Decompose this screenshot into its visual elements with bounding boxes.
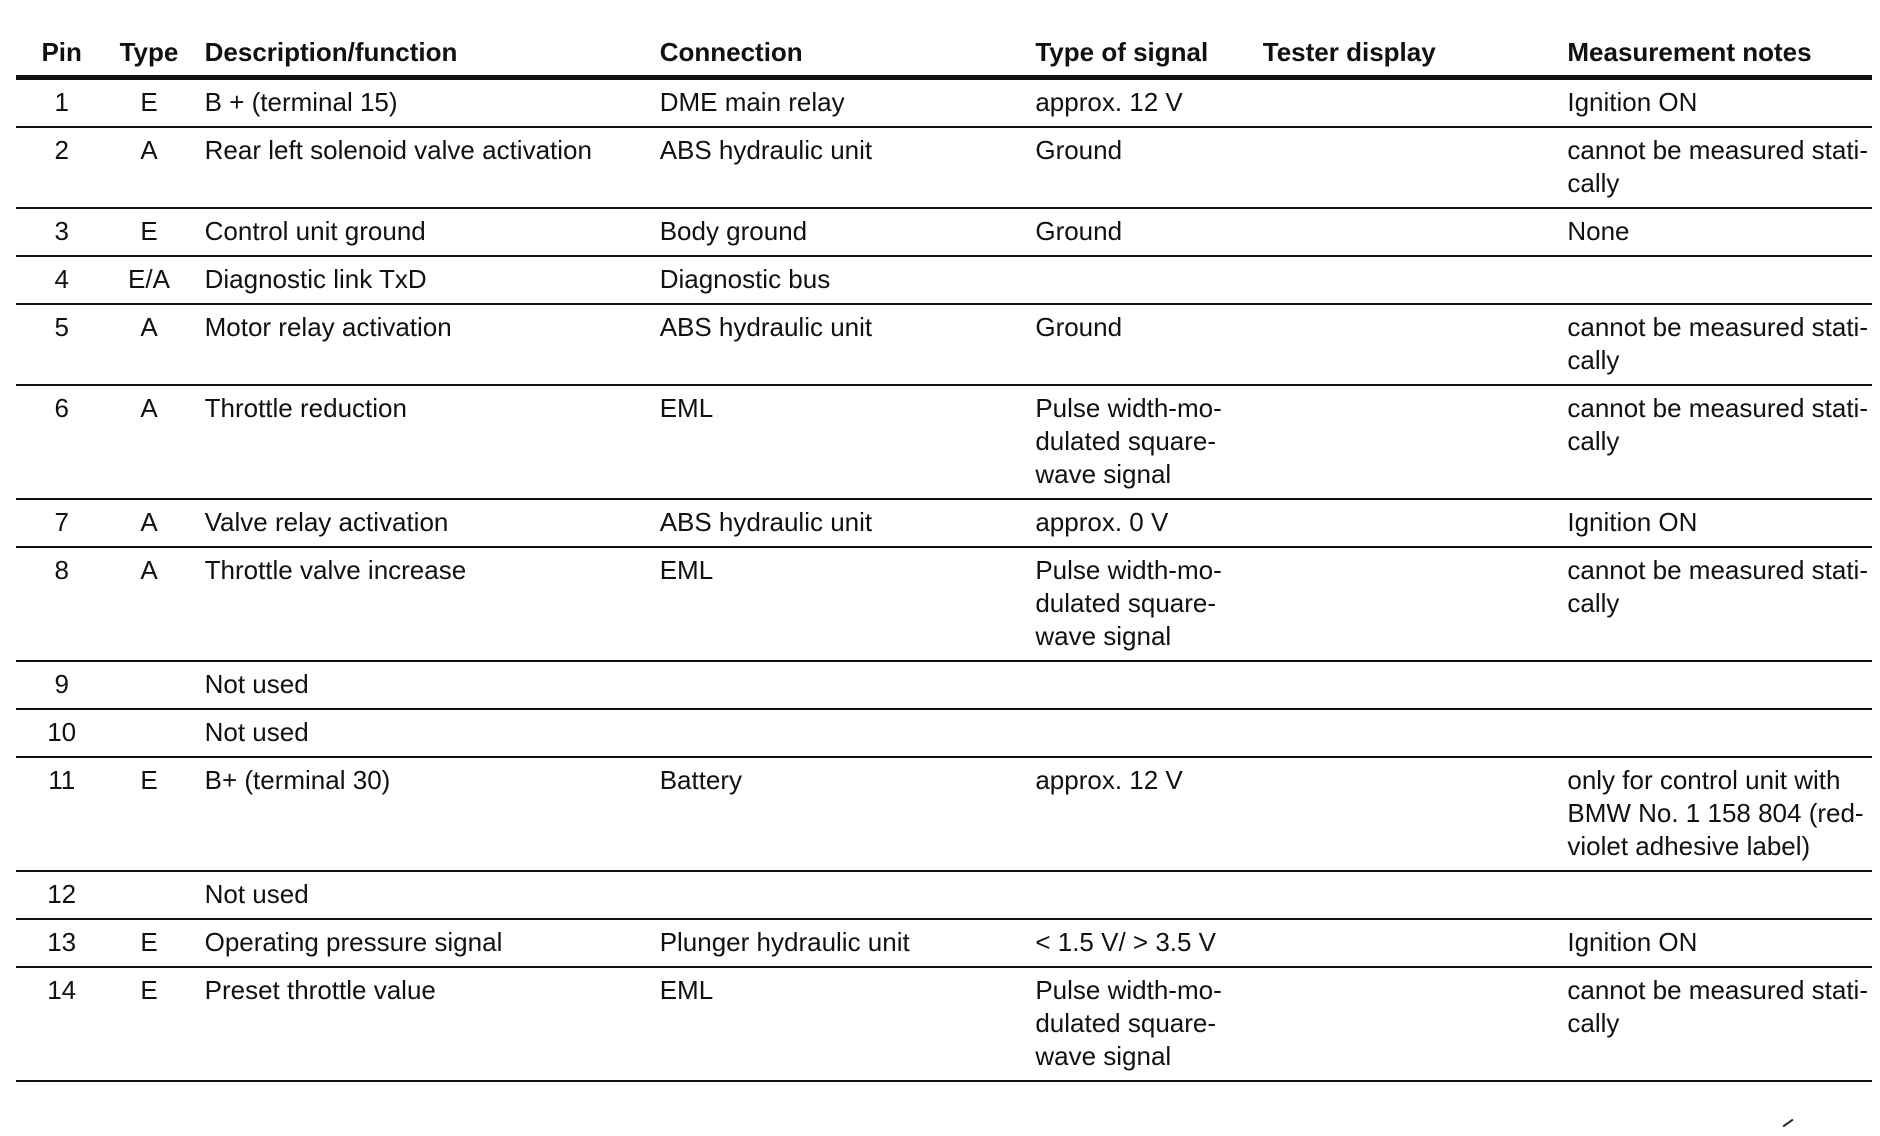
pin-cell: 6 bbox=[16, 385, 107, 499]
header-signal-type: Type of signal bbox=[1035, 30, 1262, 78]
pin-cell: 4 bbox=[16, 256, 107, 304]
header-tester-display: Tester display bbox=[1263, 30, 1568, 78]
signal-type-cell: approx. 0 V bbox=[1035, 499, 1262, 547]
table-row bbox=[16, 871, 1872, 919]
connection-cell bbox=[660, 871, 1036, 919]
measurement-notes-cell: only for control unit with BMW No. 1 158 804 (red-violet adhesive label) bbox=[1567, 757, 1872, 871]
measurement-notes-cell bbox=[1567, 661, 1872, 709]
measurement-notes-cell: Ignition ON bbox=[1567, 499, 1872, 547]
type-cell: E bbox=[107, 78, 190, 128]
stray-pen-mark bbox=[1783, 1119, 1794, 1128]
table-row bbox=[16, 385, 1872, 499]
type-cell: A bbox=[107, 385, 190, 499]
pin-cell: 13 bbox=[16, 919, 107, 967]
connection-cell: ABS hydraulic unit bbox=[660, 127, 1036, 208]
description-cell: Not used bbox=[191, 709, 660, 757]
description-cell: Rear left solenoid valve activation bbox=[191, 127, 660, 208]
measurement-notes-cell bbox=[1567, 709, 1872, 757]
type-cell bbox=[107, 661, 190, 709]
signal-type-cell: Ground bbox=[1035, 127, 1262, 208]
measurement-notes-cell: None bbox=[1567, 208, 1872, 256]
measurement-notes-cell bbox=[1567, 871, 1872, 919]
tester-display-cell bbox=[1263, 304, 1568, 385]
type-cell: E bbox=[107, 967, 190, 1081]
table-row bbox=[16, 757, 1872, 871]
type-cell: E bbox=[107, 757, 190, 871]
table-row bbox=[16, 304, 1872, 385]
connection-cell bbox=[660, 709, 1036, 757]
table-row bbox=[16, 709, 1872, 757]
type-cell: E bbox=[107, 919, 190, 967]
tester-display-cell bbox=[1263, 709, 1568, 757]
table-row bbox=[16, 127, 1872, 208]
type-cell: A bbox=[107, 499, 190, 547]
tester-display-cell bbox=[1263, 127, 1568, 208]
connection-cell: ABS hydraulic unit bbox=[660, 304, 1036, 385]
tester-display-cell bbox=[1263, 661, 1568, 709]
description-cell: B + (terminal 15) bbox=[191, 78, 660, 128]
table-row bbox=[16, 547, 1872, 661]
signal-type-cell: Ground bbox=[1035, 304, 1262, 385]
description-cell: Diagnostic link TxD bbox=[191, 256, 660, 304]
pin-cell: 11 bbox=[16, 757, 107, 871]
description-cell: Operating pressure signal bbox=[191, 919, 660, 967]
connection-cell: DME main relay bbox=[660, 78, 1036, 128]
description-cell: Preset throttle value bbox=[191, 967, 660, 1081]
description-cell: Not used bbox=[191, 661, 660, 709]
description-cell: Throttle reduction bbox=[191, 385, 660, 499]
signal-type-cell: Pulse width-mo-dulated square-wave signal bbox=[1035, 967, 1262, 1081]
signal-type-cell: Ground bbox=[1035, 208, 1262, 256]
connection-cell: EML bbox=[660, 547, 1036, 661]
tester-display-cell bbox=[1263, 757, 1568, 871]
type-cell: A bbox=[107, 127, 190, 208]
tester-display-cell bbox=[1263, 385, 1568, 499]
type-cell: A bbox=[107, 547, 190, 661]
header-connection: Connection bbox=[660, 30, 1036, 78]
pin-assignment-page bbox=[16, 30, 1872, 1082]
tester-display-cell bbox=[1263, 256, 1568, 304]
tester-display-cell bbox=[1263, 499, 1568, 547]
signal-type-cell bbox=[1035, 661, 1262, 709]
pin-cell: 5 bbox=[16, 304, 107, 385]
header-type: Type bbox=[107, 30, 190, 78]
description-cell: Motor relay activation bbox=[191, 304, 660, 385]
type-cell bbox=[107, 709, 190, 757]
description-cell: B+ (terminal 30) bbox=[191, 757, 660, 871]
measurement-notes-cell: cannot be measured stati-cally bbox=[1567, 304, 1872, 385]
header-row bbox=[16, 30, 1872, 78]
measurement-notes-cell: cannot be measured stati-cally bbox=[1567, 127, 1872, 208]
pin-cell: 3 bbox=[16, 208, 107, 256]
measurement-notes-cell: cannot be measured stati-cally bbox=[1567, 385, 1872, 499]
connection-cell: EML bbox=[660, 967, 1036, 1081]
header-description: Description/function bbox=[191, 30, 660, 78]
table-row bbox=[16, 208, 1872, 256]
connection-cell: ABS hydraulic unit bbox=[660, 499, 1036, 547]
signal-type-cell bbox=[1035, 709, 1262, 757]
table-row bbox=[16, 78, 1872, 128]
table-row bbox=[16, 499, 1872, 547]
connection-cell: Body ground bbox=[660, 208, 1036, 256]
pin-cell: 10 bbox=[16, 709, 107, 757]
connection-cell: Diagnostic bus bbox=[660, 256, 1036, 304]
table-row bbox=[16, 256, 1872, 304]
connection-cell bbox=[660, 661, 1036, 709]
description-cell: Not used bbox=[191, 871, 660, 919]
pin-cell: 7 bbox=[16, 499, 107, 547]
connection-cell: Battery bbox=[660, 757, 1036, 871]
signal-type-cell bbox=[1035, 871, 1262, 919]
description-cell: Throttle valve increase bbox=[191, 547, 660, 661]
signal-type-cell: < 1.5 V/ > 3.5 V bbox=[1035, 919, 1262, 967]
measurement-notes-cell bbox=[1567, 256, 1872, 304]
table-header bbox=[16, 30, 1872, 78]
connection-cell: Plunger hydraulic unit bbox=[660, 919, 1036, 967]
description-cell: Control unit ground bbox=[191, 208, 660, 256]
type-cell bbox=[107, 871, 190, 919]
table-row bbox=[16, 967, 1872, 1081]
tester-display-cell bbox=[1263, 547, 1568, 661]
measurement-notes-cell: Ignition ON bbox=[1567, 78, 1872, 128]
table-body bbox=[16, 78, 1872, 1082]
tester-display-cell bbox=[1263, 78, 1568, 128]
signal-type-cell: Pulse width-mo-dulated square-wave signal bbox=[1035, 547, 1262, 661]
measurement-notes-cell: cannot be measured stati-cally bbox=[1567, 547, 1872, 661]
tester-display-cell bbox=[1263, 919, 1568, 967]
pin-assignment-table bbox=[16, 30, 1872, 1082]
tester-display-cell bbox=[1263, 871, 1568, 919]
measurement-notes-cell: Ignition ON bbox=[1567, 919, 1872, 967]
pin-cell: 2 bbox=[16, 127, 107, 208]
pin-cell: 1 bbox=[16, 78, 107, 128]
pin-cell: 9 bbox=[16, 661, 107, 709]
table-row bbox=[16, 919, 1872, 967]
tester-display-cell bbox=[1263, 967, 1568, 1081]
signal-type-cell: approx. 12 V bbox=[1035, 78, 1262, 128]
tester-display-cell bbox=[1263, 208, 1568, 256]
type-cell: E bbox=[107, 208, 190, 256]
header-pin: Pin bbox=[16, 30, 107, 78]
signal-type-cell bbox=[1035, 256, 1262, 304]
connection-cell: EML bbox=[660, 385, 1036, 499]
pin-cell: 8 bbox=[16, 547, 107, 661]
table-row bbox=[16, 661, 1872, 709]
signal-type-cell: Pulse width-mo-dulated square-wave signal bbox=[1035, 385, 1262, 499]
pin-cell: 14 bbox=[16, 967, 107, 1081]
pin-cell: 12 bbox=[16, 871, 107, 919]
description-cell: Valve relay activation bbox=[191, 499, 660, 547]
signal-type-cell: approx. 12 V bbox=[1035, 757, 1262, 871]
type-cell: E/A bbox=[107, 256, 190, 304]
header-measurement-notes: Measurement notes bbox=[1567, 30, 1872, 78]
type-cell: A bbox=[107, 304, 190, 385]
measurement-notes-cell: cannot be measured stati-cally bbox=[1567, 967, 1872, 1081]
